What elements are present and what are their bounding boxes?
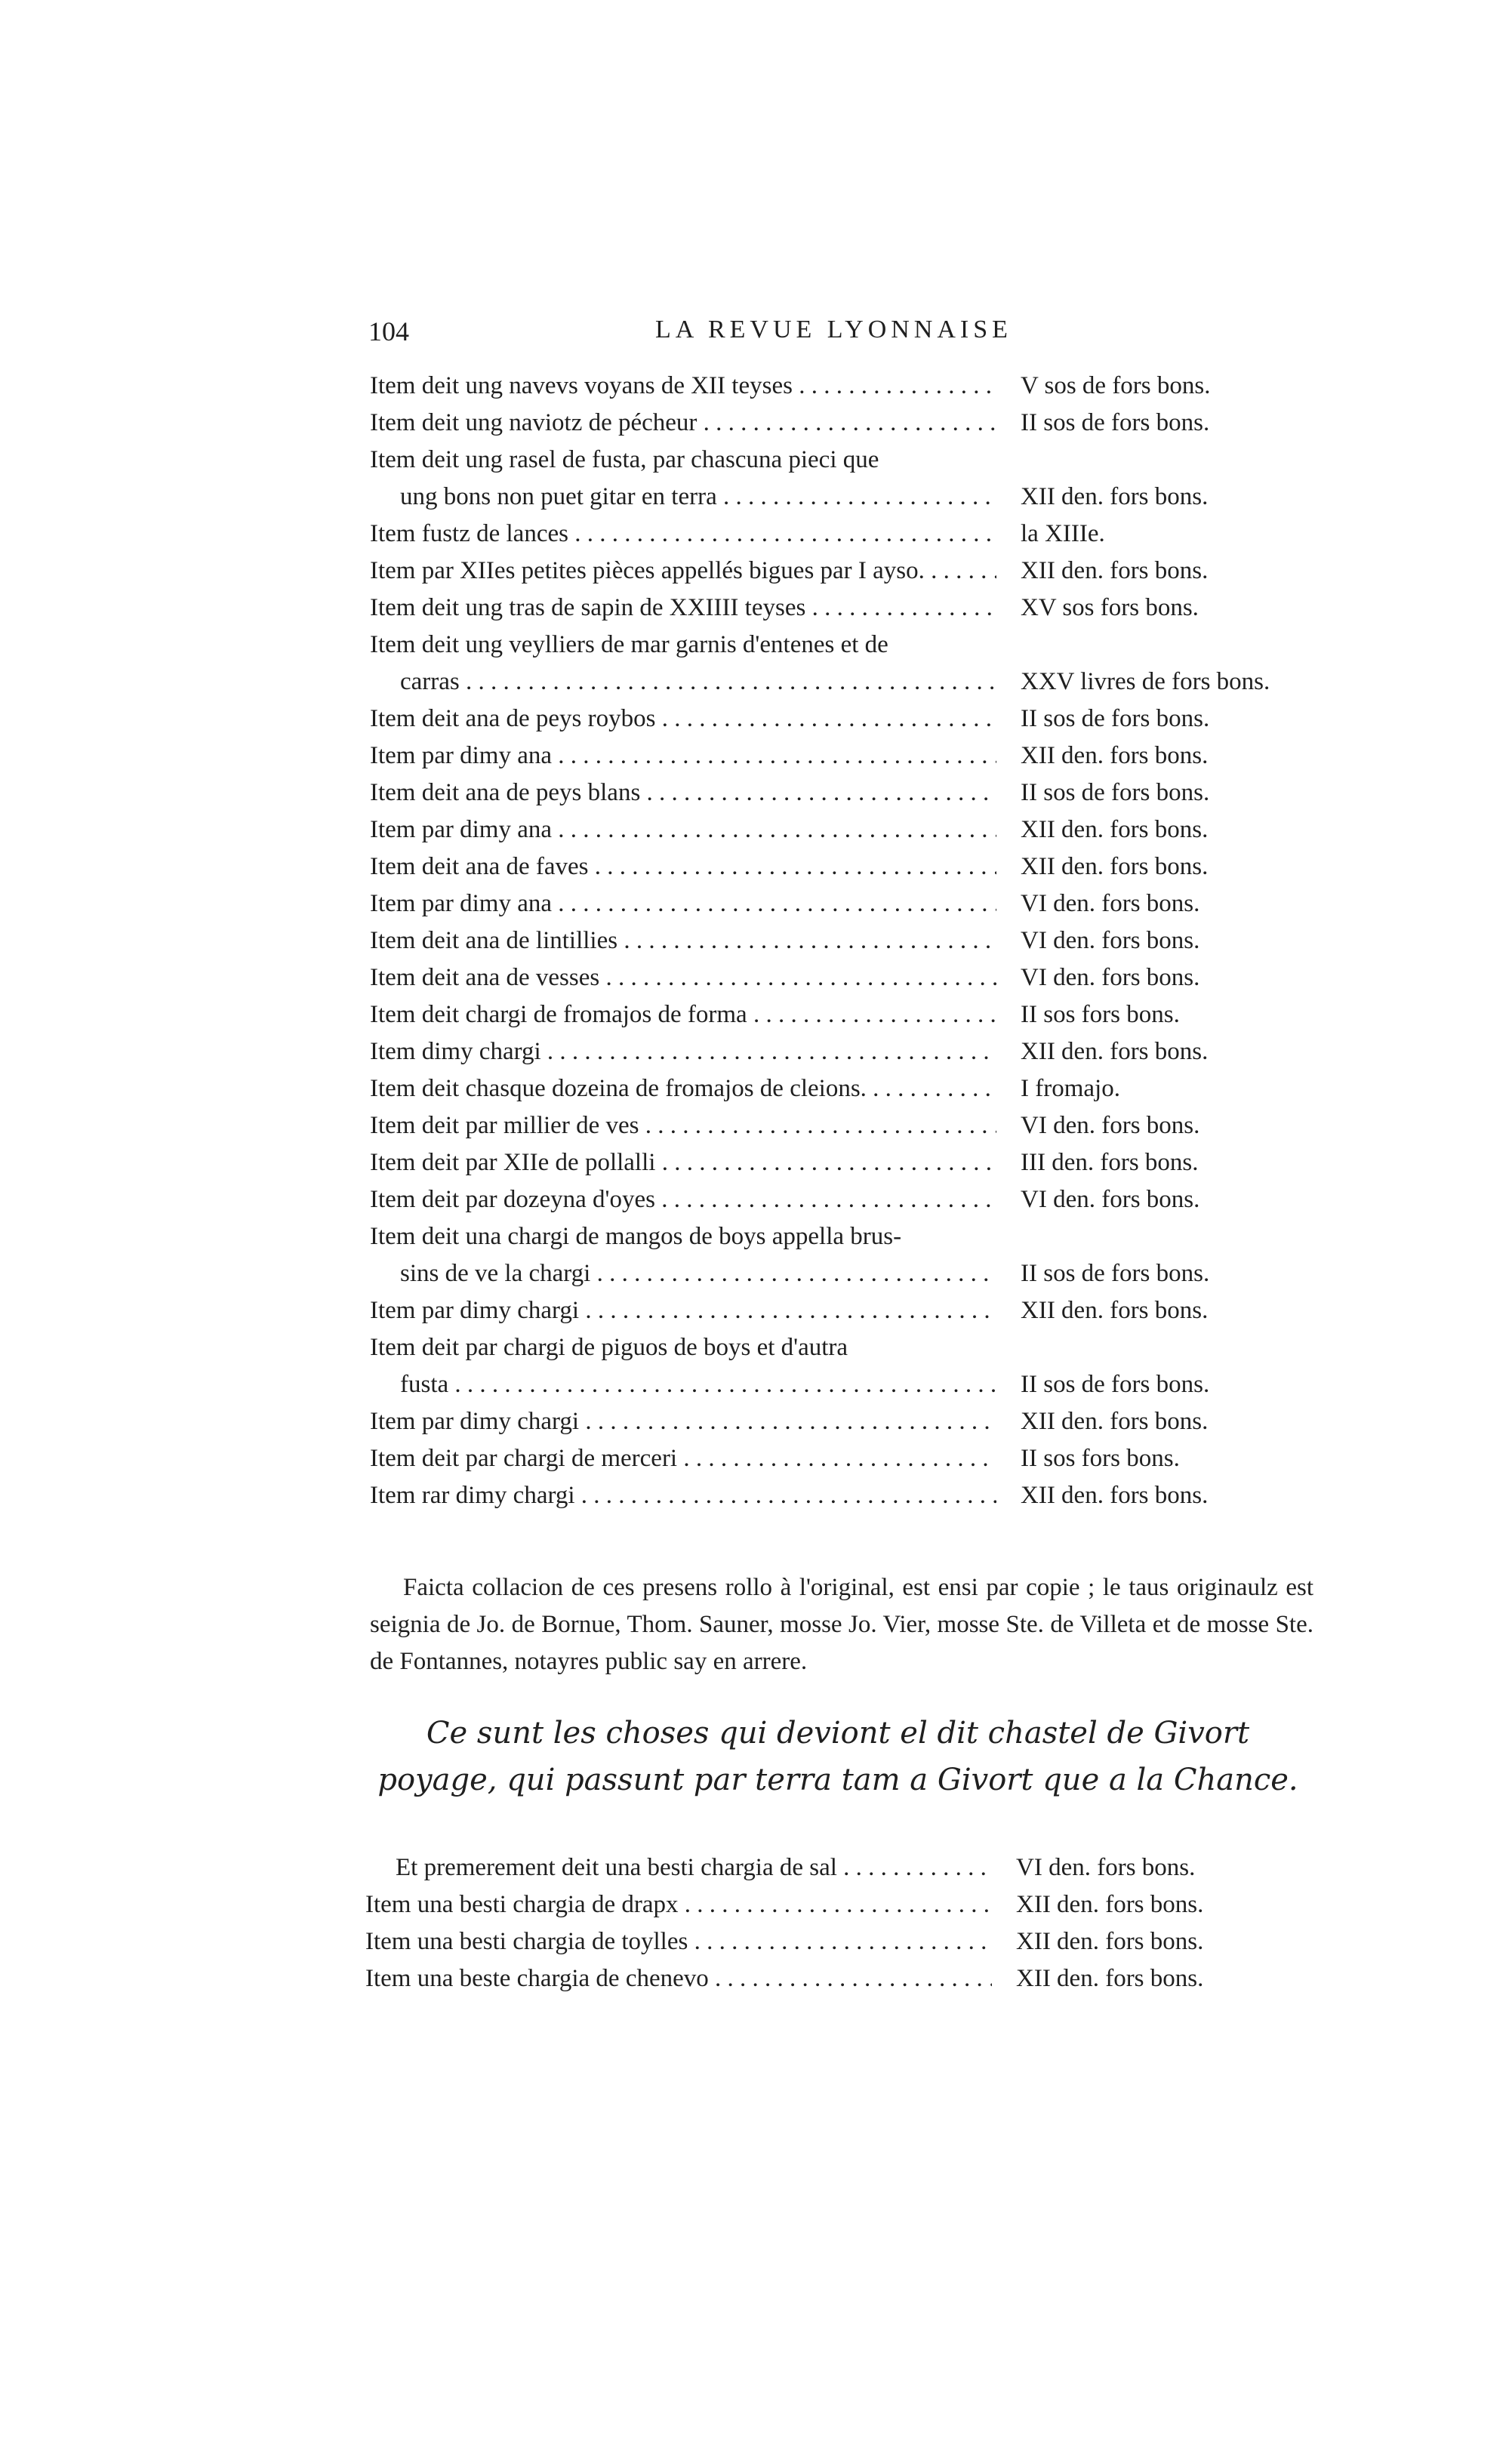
tariff-entry: [370, 368, 1321, 405]
tariff-entry: [365, 1849, 1316, 1886]
entry-toll-amount: XII den. fors bons.: [1016, 1891, 1204, 1918]
entry-toll-amount: VI den. fors bons.: [1021, 1186, 1200, 1213]
entry-toll-amount: VI den. fors bons.: [1016, 1854, 1196, 1881]
tariff-entry: [370, 922, 1321, 959]
entry-description: Item par dimy ana . . .: [370, 885, 996, 922]
entry-toll-amount: II sos de fors bons.: [1021, 1260, 1210, 1287]
entry-description: Et premerement deit una besti chargia de sal . . .: [365, 1849, 992, 1886]
entry-toll-amount: XII den. fors bons.: [1021, 1297, 1209, 1324]
entry-description: Item deit ana de vesses . . .: [370, 959, 996, 996]
tariff-entry: [370, 738, 1321, 774]
entry-description: Item deit par dozeyna d'oyes . . .: [370, 1181, 996, 1218]
entry-description: Item deit par chargi de piguos de boys et d'autra: [370, 1334, 848, 1361]
tariff-entry: [370, 1144, 1321, 1181]
page-header: [368, 316, 1312, 361]
entry-description: Item deit ana de peys roybos . . .: [370, 701, 996, 738]
tariff-entry: [365, 1923, 1316, 1960]
entry-description: Item deit ung rasel de fusta, par chascuna pieci que: [370, 446, 879, 473]
entry-toll-amount: XXV livres de fors bons.: [1021, 668, 1270, 695]
entry-toll-amount: VI den. fors bons.: [1021, 964, 1200, 991]
entry-description: Item fustz de lances . . .: [370, 516, 996, 553]
entry-toll-amount: XII den. fors bons.: [1021, 816, 1209, 843]
entry-description: Item deit ung tras de sapin de XXIIII teyses . . .: [370, 590, 996, 627]
entry-toll-amount: XII den. fors bons.: [1021, 1482, 1209, 1509]
tariff-entry: [365, 1886, 1316, 1923]
entry-toll-amount: XII den. fors bons.: [1021, 853, 1209, 880]
tariff-entry: [370, 701, 1321, 738]
entry-description: ung bons non puet gitar en terra . . .: [370, 479, 996, 516]
tariff-entry: [370, 516, 1321, 553]
entry-description: Item deit par chargi de merceri . . .: [370, 1440, 996, 1477]
entry-description: Item una besti chargia de toylles . . .: [365, 1923, 992, 1960]
entry-toll-amount: XII den. fors bons.: [1021, 483, 1209, 510]
running-title: LA REVUE LYONNAISE: [655, 316, 1012, 343]
entry-toll-amount: I fromajo.: [1021, 1075, 1120, 1102]
entry-description: Item par dimy chargi . . .: [370, 1403, 996, 1440]
entry-description: Item par dimy ana . . .: [370, 738, 996, 774]
entry-toll-amount: XII den. fors bons.: [1021, 557, 1209, 584]
entry-description: Item deit ung navevs voyans de XII teyses . . .: [370, 368, 996, 405]
tariff-entry: [370, 774, 1321, 811]
entry-description: Item deit ung veylliers de mar garnis d'entenes et de: [370, 631, 888, 658]
entry-toll-amount: II sos fors bons.: [1021, 1445, 1180, 1472]
entry-description: Item par dimy ana . . .: [370, 811, 996, 848]
entry-description: Item deit par millier de ves . . .: [370, 1107, 996, 1144]
tariff-entry: [370, 442, 1321, 516]
entry-toll-amount: VI den. fors bons.: [1021, 1112, 1200, 1139]
land-toll-tariff-list: [365, 1849, 1316, 1997]
tariff-entry: [370, 1403, 1321, 1440]
entry-description: Item par XIIes petites pièces appellés bigues par I ayso. . . .: [370, 553, 996, 590]
tariff-entry: [370, 627, 1321, 701]
entry-toll-amount: II sos de fors bons.: [1021, 779, 1210, 806]
entry-toll-amount: V sos de fors bons.: [1021, 372, 1211, 399]
tariff-entry: [370, 885, 1321, 922]
entry-description: Item deit ana de lintillies . . .: [370, 922, 996, 959]
section-heading: Ce sunt les choses qui deviont el dit chastel de Givort poyage, qui passunt par terra tam a Givort que a la Chance.: [377, 1716, 1298, 1797]
entry-toll-amount: la XIIIe.: [1021, 520, 1105, 547]
tariff-entry: [370, 1218, 1321, 1292]
entry-description: carras . . .: [370, 664, 996, 701]
tariff-entry: [370, 996, 1321, 1033]
entry-description: Item deit par XIIe de pollalli . . .: [370, 1144, 996, 1181]
entry-description: Item deit ana de peys blans . . .: [370, 774, 996, 811]
entry-description: Item dimy chargi . . .: [370, 1033, 996, 1070]
tariff-entry: [370, 553, 1321, 590]
entry-description: Item una beste chargia de chenevo . . .: [365, 1960, 992, 1997]
toll-tariff-list: [370, 368, 1321, 1514]
attestation-paragraph: Faicta collacion de ces presens rollo à l'original, est ensi par copie ; le taus originaulz est seignia de Jo. de Bornue, Thom. Sauner, mosse Jo. Vier, mosse Ste. de Villeta et de mosse Ste. de Fontannes, notayres public say en arrere.: [370, 1574, 1313, 1675]
entry-description: Item deit una chargi de mangos de boys appella brus-: [370, 1223, 902, 1250]
entry-toll-amount: VI den. fors bons.: [1021, 927, 1200, 954]
tariff-entry: [370, 1440, 1321, 1477]
tariff-entry: [370, 1107, 1321, 1144]
entry-description: Item deit chasque dozeina de fromajos de cleions. . . .: [370, 1070, 996, 1107]
tariff-entry: [370, 1329, 1321, 1403]
entry-description: Item deit chargi de fromajos de forma . . .: [370, 996, 996, 1033]
tariff-entry: [370, 848, 1321, 885]
entry-toll-amount: XII den. fors bons.: [1021, 1038, 1209, 1065]
entry-description: Item una besti chargia de drapx . . .: [365, 1886, 992, 1923]
tariff-entry: [370, 1070, 1321, 1107]
entry-toll-amount: II sos de fors bons.: [1021, 705, 1210, 732]
page-number: 104: [368, 316, 409, 346]
tariff-entry: [370, 1033, 1321, 1070]
entry-toll-amount: XII den. fors bons.: [1021, 742, 1209, 769]
entry-description: fusta . . .: [370, 1366, 996, 1403]
tariff-entry: [370, 1292, 1321, 1329]
tariff-entry: [370, 590, 1321, 627]
entry-toll-amount: II sos fors bons.: [1021, 1001, 1180, 1028]
entry-description: Item rar dimy chargi . . .: [370, 1477, 996, 1514]
entry-description: Item deit ung naviotz de pécheur . . .: [370, 405, 996, 442]
tariff-entry: [370, 959, 1321, 996]
entry-toll-amount: VI den. fors bons.: [1021, 890, 1200, 917]
entry-toll-amount: II sos de fors bons.: [1021, 1371, 1210, 1398]
entry-toll-amount: II sos de fors bons.: [1021, 409, 1210, 436]
entry-toll-amount: XII den. fors bons.: [1016, 1928, 1204, 1955]
entry-description: sins de ve la chargi . . .: [370, 1255, 996, 1292]
entry-toll-amount: XV sos fors bons.: [1021, 594, 1199, 621]
tariff-entry: [370, 1477, 1321, 1514]
tariff-entry: [370, 1181, 1321, 1218]
tariff-entry: [370, 811, 1321, 848]
entry-description: Item deit ana de faves . . .: [370, 848, 996, 885]
entry-toll-amount: XII den. fors bons.: [1016, 1965, 1204, 1992]
entry-toll-amount: XII den. fors bons.: [1021, 1408, 1209, 1435]
tariff-entry: [365, 1960, 1316, 1997]
tariff-entry: [370, 405, 1321, 442]
entry-toll-amount: III den. fors bons.: [1021, 1149, 1199, 1176]
entry-description: Item par dimy chargi . . .: [370, 1292, 996, 1329]
